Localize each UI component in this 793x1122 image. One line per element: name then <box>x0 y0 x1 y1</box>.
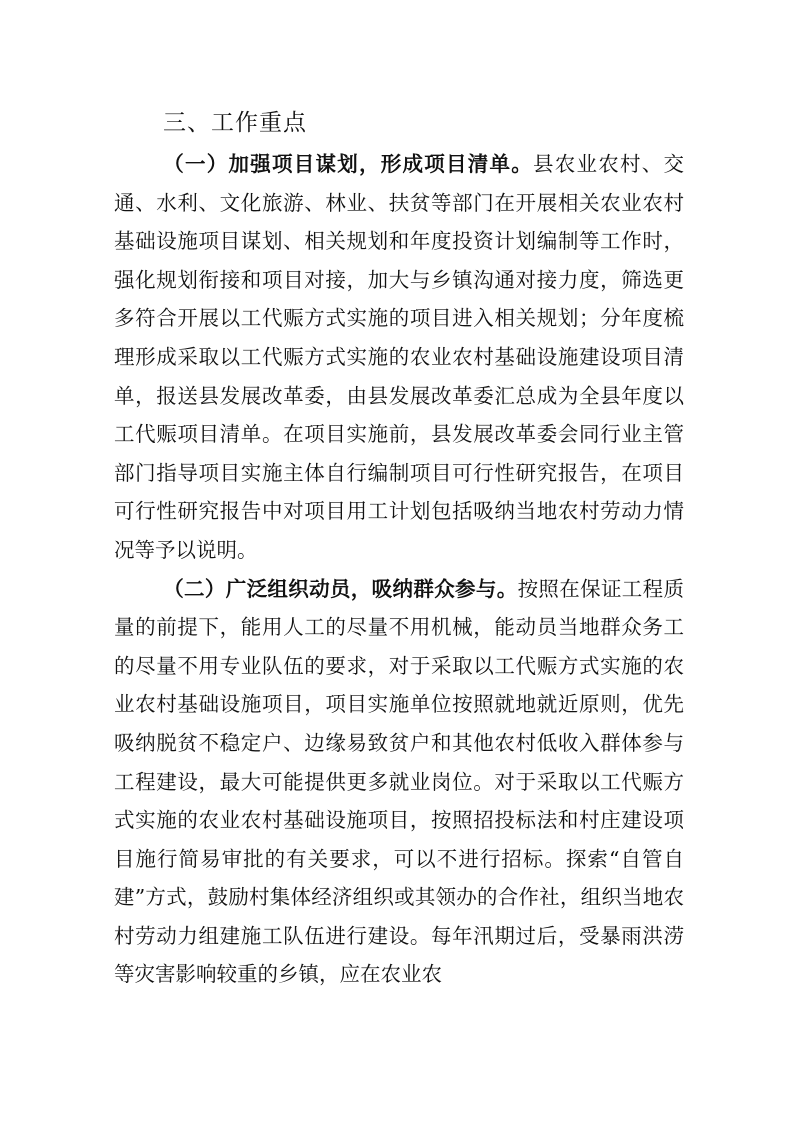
paragraph-2-text: 按照在保证工程质量的前提下，能用人工的尽量不用机械，能动员当地群众务工的尽量不用专业队伍的要求，对于采取以工代赈方式实施的农业农村基础设施项目，项目实施单位按照就地就近原则，优先吸纳脱贫不稳定户、边缘易致贫户和其他农村低收入群体参与工程建设，最大可能提供更多就业岗位。对于采取以工代赈方式实施的农业农村基础设施项目，按照招投标法和村庄建设项目施行简易审批的有关要求，可以不进行招标。探索“自管自建”方式，鼓励村集体经济组织或其领办的合作社，组织当地农村劳动力组建施工队伍进行建设。每年汛期过后，受暴雨洪涝等灾害影响较重的乡镇，应在农业农 <box>114 576 685 987</box>
section-heading: 三、工作重点 <box>163 110 307 136</box>
paragraph-1-text: 县农业农村、交通、水利、文化旅游、林业、扶贫等部门在开展相关农业农村基础设施项目谋划、相关规划和年度投资计划编制等工作时，强化规划衔接和项目对接，加大与乡镇沟通对接力度，筛选更多符合开展以工代赈方式实施的项目进入相关规划；分年度梳理形成采取以工代赈方式实施的农业农村基础设施建设项目清单，报送县发展改革委，由县发展改革委汇总成为全县年度以工代赈项目清单。在项目实施前，县发展改革委会同行业主管部门指导项目实施主体自行编制项目可行性研究报告，在项目可行性研究报告中对项目用工计划包括吸纳当地农村劳动力情况等予以说明。 <box>114 152 685 562</box>
body-text <box>114 145 684 994</box>
paragraph-2 <box>114 570 684 995</box>
paragraph-1-lead: （一）加强项目谋划，形成项目清单。 <box>163 152 533 176</box>
paragraph-2-lead: （二）广泛组织动员，吸纳群众参与。 <box>163 576 518 601</box>
paragraph-1 <box>114 145 684 570</box>
